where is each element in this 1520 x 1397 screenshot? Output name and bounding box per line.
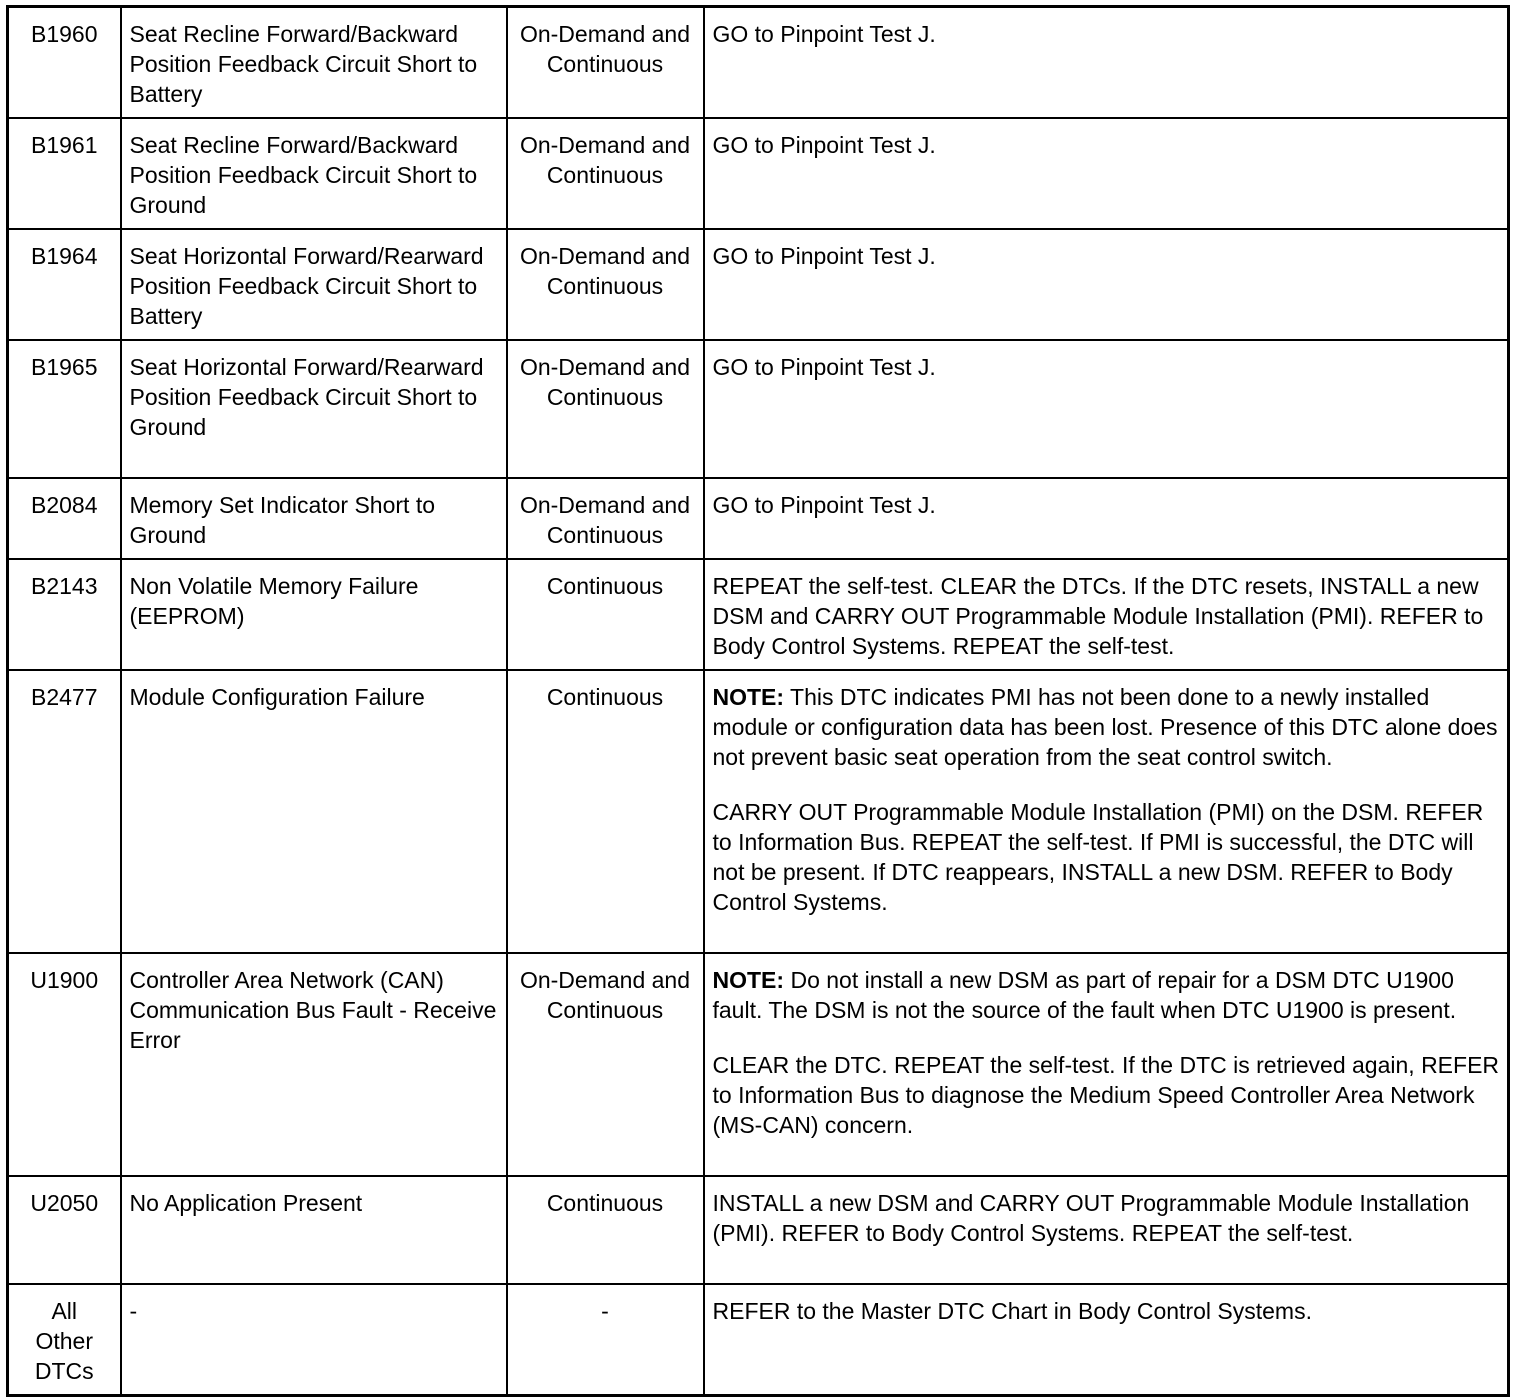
action-paragraph <box>713 1296 1504 1326</box>
dtc-code: B2143 <box>8 559 121 670</box>
table-row <box>8 7 1509 119</box>
dtc-description: No Application Present <box>121 1176 507 1284</box>
action-paragraph <box>713 130 1504 160</box>
dtc-table <box>6 5 1510 1397</box>
action-paragraph <box>713 490 1504 520</box>
action-paragraph <box>713 682 1504 772</box>
dtc-condition: Continuous <box>507 1176 704 1284</box>
table-row <box>8 1284 1509 1396</box>
dtc-condition: On-Demand and Continuous <box>507 478 704 559</box>
table-row <box>8 670 1509 953</box>
action-text: GO to Pinpoint Test J. <box>712 354 936 380</box>
table-row <box>8 229 1509 340</box>
action-paragraph <box>713 571 1504 661</box>
dtc-description: Seat Recline Forward/Backward Position Feedback Circuit Short to Battery <box>121 7 507 119</box>
action-text: This DTC indicates PMI has not been done to a newly installed module or configuration data has been lost. Presence of this DTC alone does not prevent basic seat operation from the seat control switch. <box>712 684 1498 770</box>
action-paragraph <box>713 1188 1504 1248</box>
dtc-code: B1965 <box>8 340 121 478</box>
dtc-code: U2050 <box>8 1176 121 1284</box>
action-paragraph <box>713 19 1504 49</box>
table-row <box>8 1176 1509 1284</box>
action-paragraph <box>713 965 1504 1025</box>
action-text: REPEAT the self-test. CLEAR the DTCs. If the DTC resets, INSTALL a new DSM and CARRY OUT Programmable Module Installation (PMI). REFER to Body Control Systems. REPEAT the self-test. <box>712 573 1484 659</box>
note-label: NOTE: <box>712 684 785 710</box>
dtc-condition: On-Demand and Continuous <box>507 229 704 340</box>
action-paragraph <box>713 352 1504 382</box>
dtc-action <box>704 953 1509 1176</box>
action-text: GO to Pinpoint Test J. <box>712 21 936 47</box>
action-text: GO to Pinpoint Test J. <box>712 492 936 518</box>
dtc-condition: - <box>507 1284 704 1396</box>
dtc-code: B1964 <box>8 229 121 340</box>
dtc-code: B1960 <box>8 7 121 119</box>
dtc-description: Memory Set Indicator Short to Ground <box>121 478 507 559</box>
dtc-code: B1961 <box>8 118 121 229</box>
dtc-description: - <box>121 1284 507 1396</box>
dtc-action <box>704 118 1509 229</box>
dtc-description: Controller Area Network (CAN) Communication Bus Fault - Receive Error <box>121 953 507 1176</box>
dtc-action <box>704 340 1509 478</box>
dtc-description: Non Volatile Memory Failure (EEPROM) <box>121 559 507 670</box>
action-text: Do not install a new DSM as part of repair for a DSM DTC U1900 fault. The DSM is not the source of the fault when DTC U1900 is present. <box>712 967 1457 1023</box>
action-text: REFER to the Master DTC Chart in Body Control Systems. <box>712 1298 1312 1324</box>
dtc-code: B2477 <box>8 670 121 953</box>
action-paragraph <box>713 797 1504 917</box>
dtc-code: B2084 <box>8 478 121 559</box>
dtc-condition: On-Demand and Continuous <box>507 7 704 119</box>
dtc-description: Seat Horizontal Forward/Rearward Position Feedback Circuit Short to Battery <box>121 229 507 340</box>
table-row <box>8 559 1509 670</box>
action-text: INSTALL a new DSM and CARRY OUT Programmable Module Installation (PMI). REFER to Body Control Systems. REPEAT the self-test. <box>712 1190 1470 1246</box>
dtc-condition: On-Demand and Continuous <box>507 953 704 1176</box>
dtc-condition: On-Demand and Continuous <box>507 118 704 229</box>
dtc-condition: Continuous <box>507 670 704 953</box>
dtc-description: Seat Horizontal Forward/Rearward Position Feedback Circuit Short to Ground <box>121 340 507 478</box>
dtc-code: All Other DTCs <box>8 1284 121 1396</box>
note-label: NOTE: <box>712 967 785 993</box>
action-text: GO to Pinpoint Test J. <box>712 132 936 158</box>
dtc-action <box>704 229 1509 340</box>
dtc-action <box>704 559 1509 670</box>
action-paragraph <box>713 241 1504 271</box>
table-row <box>8 953 1509 1176</box>
dtc-action <box>704 670 1509 953</box>
dtc-action <box>704 7 1509 119</box>
dtc-condition: Continuous <box>507 559 704 670</box>
dtc-code: U1900 <box>8 953 121 1176</box>
action-text: CLEAR the DTC. REPEAT the self-test. If the DTC is retrieved again, REFER to Information Bus to diagnose the Medium Speed Controller Area Network (MS-CAN) concern. <box>712 1052 1500 1138</box>
dtc-condition: On-Demand and Continuous <box>507 340 704 478</box>
dtc-action <box>704 1176 1509 1284</box>
dtc-description: Seat Recline Forward/Backward Position Feedback Circuit Short to Ground <box>121 118 507 229</box>
action-paragraph <box>713 1050 1504 1140</box>
action-text: CARRY OUT Programmable Module Installation (PMI) on the DSM. REFER to Information Bus. REPEAT the self-test. If PMI is successful, the DTC will not be present. If DTC reappears, INSTALL a new DSM. REFER to Body Control Systems. <box>712 799 1484 915</box>
dtc-description: Module Configuration Failure <box>121 670 507 953</box>
table-row <box>8 340 1509 478</box>
table-row <box>8 478 1509 559</box>
table-row <box>8 118 1509 229</box>
dtc-action <box>704 478 1509 559</box>
action-text: GO to Pinpoint Test J. <box>712 243 936 269</box>
dtc-action <box>704 1284 1509 1396</box>
dtc-table-body <box>8 7 1509 1396</box>
